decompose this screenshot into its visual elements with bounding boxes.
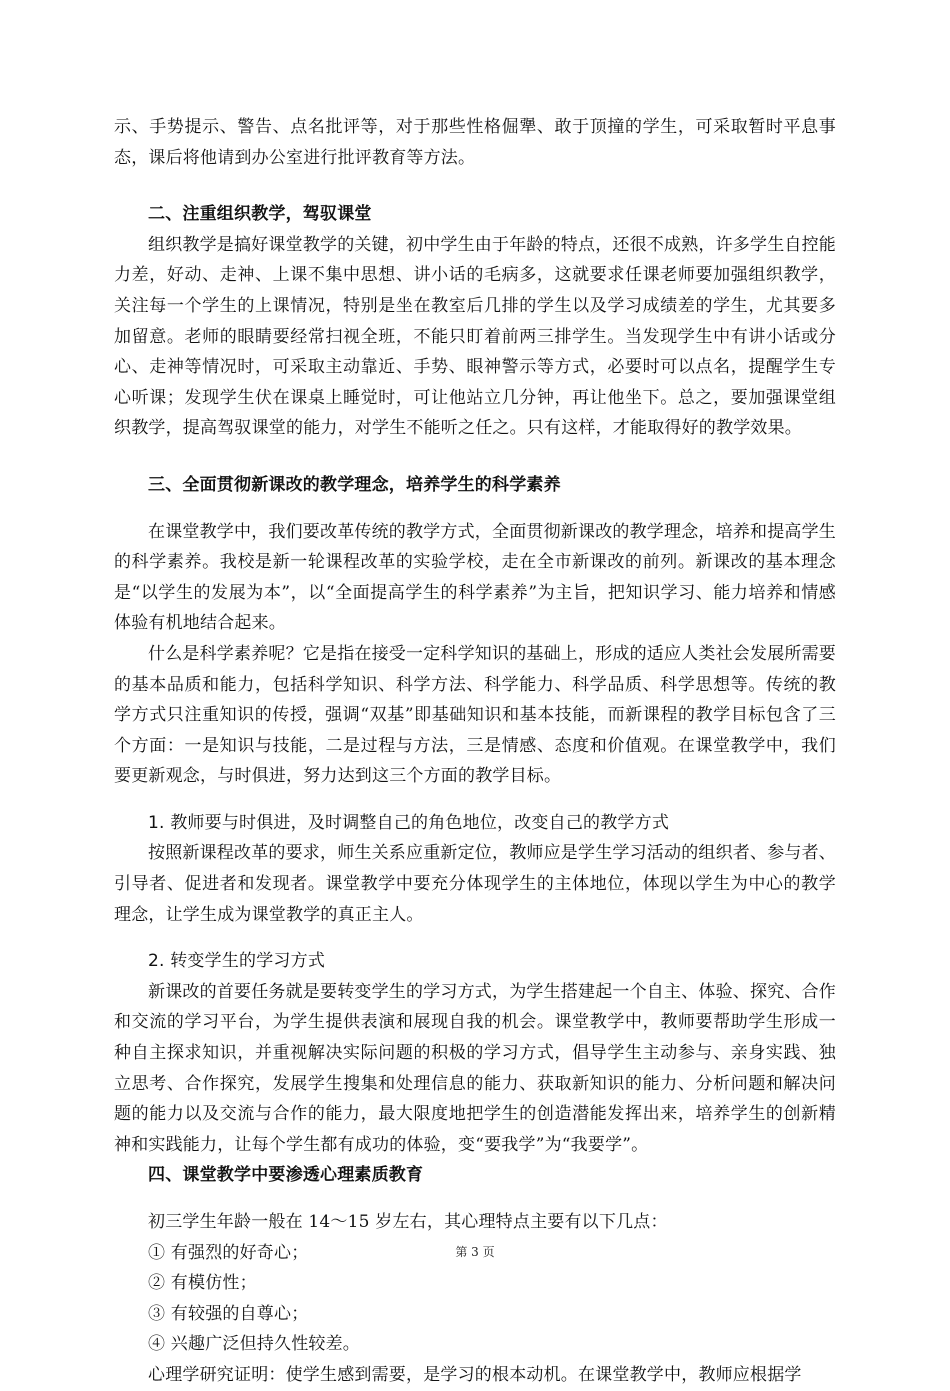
list-item: ③ 有较强的自尊心； [148,1303,309,1324]
document-body [114,112,836,1391]
section-4-heading: 四、课堂教学中要渗透心理素质教育 [148,1165,424,1186]
section-4-intro: 初三学生年龄一般在 14～15 岁左右，其心理特点主要有以下几点： [148,1212,668,1232]
intro-paragraph: 示、手势提示、警告、点名批评等，对于那些性格倔犟、敢于顶撞的学生，可采取暂时平息事态，课后将他请到办公室进行批评教育等方法。 [114,117,836,168]
subsection-1-paragraph: 按照新课程改革的要求，师生关系应重新定位，教师应是学生学习活动的组织者、参与者、引导者、促进者和发现者。课堂教学中要充分体现学生的主体地位，体现以学生为中心的教学理念，让学生成为课堂教学的真正主人。 [114,843,836,925]
subsection-2-heading: 2. 转变学生的学习方式 [148,951,326,972]
section-3-heading: 三、全面贯彻新课改的教学理念，培养学生的科学素养 [148,474,561,495]
section-3-paragraph-2: 什么是科学素养呢？它是指在接受一定科学知识的基础上，形成的适应人类社会发展所需要的基本品质和能力，包括科学知识、科学方法、科学能力、科学品质、科学思想等。传统的教学方式只注重知识的传授，强调“双基”即基础知识和基本技能，而新课程的教学目标包含了三个方面：一是知识与技能，二是过程与方法，三是情感、态度和价值观。在课堂教学中，我们要更新观念，与时俱进，努力达到这三个方面的教学目标。 [114,643,836,787]
section-2-paragraph: 组织教学是搞好课堂教学的关键，初中学生由于年龄的特点，还很不成熟，许多学生自控能力差，好动、走神、上课不集中思想、讲小话的毛病多，这就要求任课老师要加强组织教学，关注每一个学生的上课情况，特别是坐在教室后几排的学生以及学习成绩差的学生，尤其要多加留意。老师的眼睛要经常扫视全班，不能只盯着前两三排学生。当发现学生中有讲小话或分心、走神等情况时，可采取主动靠近、手势、眼神警示等方式，必要时可以点名，提醒学生专心听课；发现学生伏在课桌上睡觉时，可让他站立几分钟，再让他坐下。总之，要加强课堂组织教学，提高驾驭课堂的能力，对学生不能听之任之。只有这样，才能取得好的教学效果。 [114,234,836,439]
section-4-closing: 心理学研究证明：使学生感到需要，是学习的根本动机。在课堂教学中，教师应根据学 [148,1364,802,1385]
subsection-2-paragraph: 新课改的首要任务就是要转变学生的学习方式，为学生搭建起一个自主、体验、探究、合作和交流的学习平台，为学生提供表演和展现自我的机会。课堂教学中，教师要帮助学生形成一种自主探求知识，并重视解决实际问题的积极的学习方式，倡导学生主动参与、亲身实践、独立思考、合作探究，发展学生搜集和处理信息的能力、获取新知识的能力、分析问题和解决问题的能力以及交流与合作的能力，最大限度地把学生的创造潜能发挥出来，培养学生的创新精神和实践能力，让每个学生都有成功的体验，变“要我学”为“我要学”。 [114,981,836,1155]
section-3-paragraph-1: 在课堂教学中，我们要改革传统的教学方式，全面贯彻新课改的教学理念，培养和提高学生的科学素养。我校是新一轮课程改革的实验学校，走在全市新课改的前列。新课改的基本理念是“以学生的发展为本”，以“全面提高学生的科学素养”为主旨，把知识学习、能力培养和情感体验有机地结合起来。 [114,521,836,634]
subsection-1-heading: 1. 教师要与时俱进，及时调整自己的角色地位，改变自己的教学方式 [148,812,670,833]
list-item: ② 有模仿性； [148,1273,257,1294]
list-item: ④ 兴趣广泛但持久性较差。 [148,1334,361,1355]
page-number: 第 3 页 [455,1245,495,1259]
list-item: ① 有强烈的好奇心； [148,1242,309,1263]
section-2-heading: 二、注重组织教学，驾驭课堂 [148,204,372,225]
